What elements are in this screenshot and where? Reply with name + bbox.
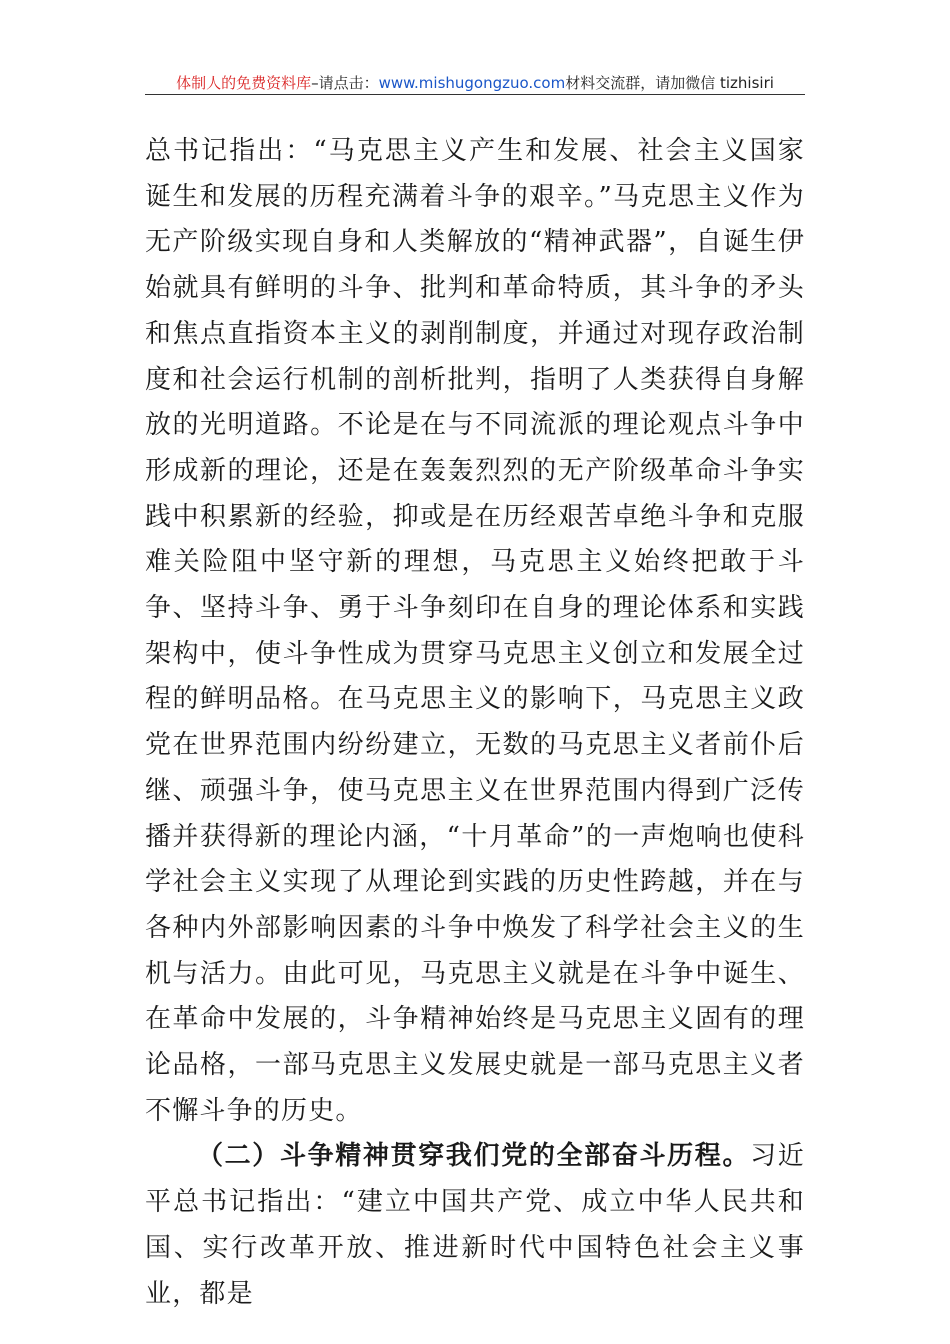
page-header xyxy=(145,72,805,94)
paragraph-2 xyxy=(145,1134,805,1317)
header-divider xyxy=(145,94,805,95)
header-link[interactable]: www.mishugongzuo.com xyxy=(378,74,566,92)
paragraph-1: 总书记指出：“马克思主义产生和发展、社会主义国家诞生和发展的历程充满着斗争的艰辛。”马克思主义作为无产阶级实现自身和人类解放的“精神武器”，自诞生伊始就具有鲜明的斗争、批判和革命特质，其斗争的矛头和焦点直指资本主义的剥削制度，并通过对现存政治制度和社会运行机制的剖析批判，指明了人类获得自身解放的光明道路。不论是在与不同流派的理论观点斗争中形成新的理论，还是在轰轰烈烈的无产阶级革命斗争实践中积累新的经验，抑或是在历经艰苦卓绝斗争和克服难关险阻中坚守新的理想，马克思主义始终把敢于斗争、坚持斗争、勇于斗争刻印在自身的理论体系和实践架构中，使斗争性成为贯穿马克思主义创立和发展全过程的鲜明品格。在马克思主义的影响下，马克思主义政党在世界范围内纷纷建立，无数的马克思主义者前仆后继、顽强斗争，使马克思主义在世界范围内得到广泛传播并获得新的理论内涵，“十月革命”的一声炮响也使科学社会主义实现了从理论到实践的历史性跨越，并在与各种内外部影响因素的斗争中焕发了科学社会主义的生机与活力。由此可见，马克思主义就是在斗争中诞生、在革命中发展的，斗争精神始终是马克思主义固有的理论品格，一部马克思主义发展史就是一部马克思主义者不懈斗争的历史。 xyxy=(145,136,805,1126)
header-prompt: –请点击： xyxy=(311,74,379,92)
paragraph-2-text: 习近平总书记指出：“建立中国共产党、成立中华人民共和国、实行改革开放、推进新时代中国特色社会主义事业，都是 xyxy=(145,1141,805,1309)
document-body xyxy=(145,129,805,1317)
header-contact: 材料交流群，请加微信 tizhisiri xyxy=(565,74,774,92)
section-heading: （二）斗争精神贯穿我们党的全部奋斗历程。 xyxy=(197,1141,751,1172)
header-brand: 体制人的免费资料库 xyxy=(176,74,312,92)
